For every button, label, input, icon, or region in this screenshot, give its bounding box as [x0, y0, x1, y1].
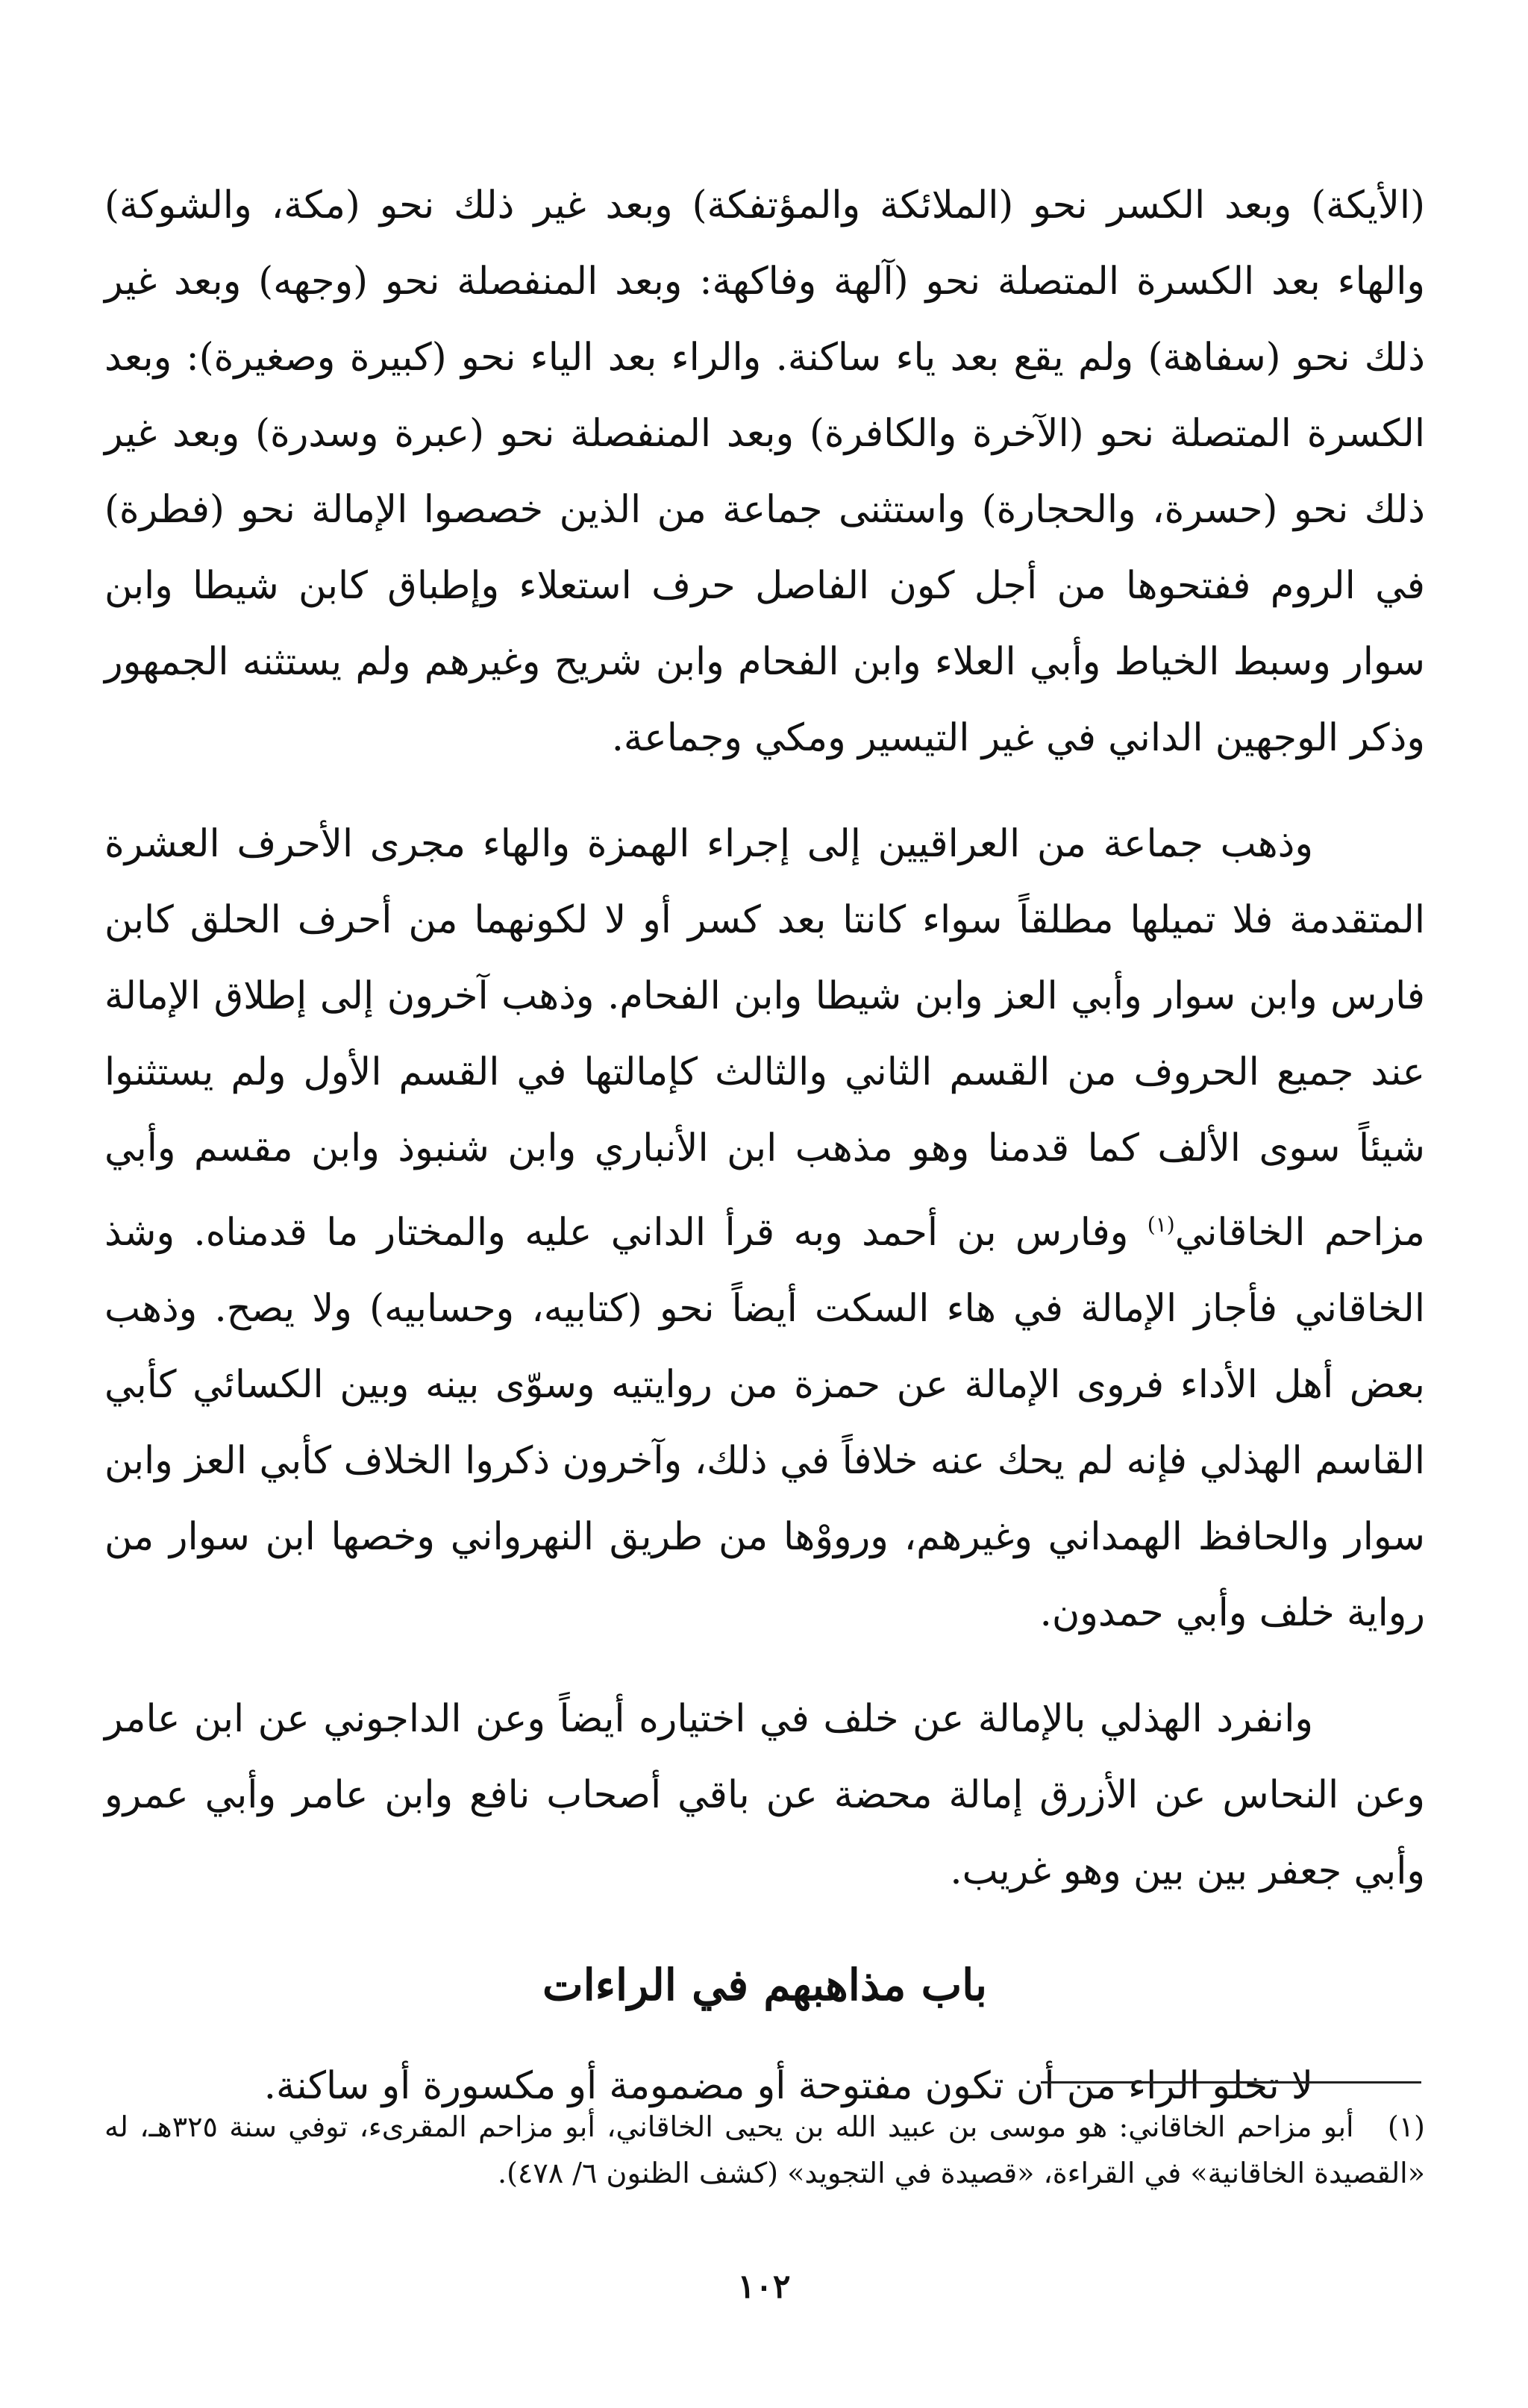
paragraph-2-continuation: وفارس بن أحمد وبه قرأ الداني عليه والمختار ما قدمناه. وشذ الخاقاني فأجاز الإمالة في هاء السكت أيضاً نحو (كتابيه، وحسابيه) ولا يصح. وذهب بعض أهل الأداء فروى الإمالة عن حمزة من روايتيه وسوّى بينه وبين الكسائي كأبي القاسم الهذلي فإنه لم يحك عنه خلافاً في ذلك، وآخرون ذكروا الخلاف كأبي العز وابن سوار والحافظ الهمداني وغيرهم، ورووْها من طريق النهرواني وخصها ابن سوار من رواية خلف وأبي حمدون. — [104, 1211, 1425, 1635]
page-number: ١٠٢ — [737, 2268, 791, 2306]
section-heading: باب مذاهبهم في الراءات — [542, 1960, 987, 2010]
paragraph-4: لا تخلو الراء من أن تكون مفتوحة أو مضمومة أو مكسورة أو ساكنة. — [263, 2064, 1313, 2108]
footnote-marker: (١) — [1147, 1212, 1175, 1237]
footnote — [104, 2104, 1425, 2196]
paragraph-3: وانفرد الهذلي بالإمالة عن خلف في اختياره أيضاً وعن الداجوني عن ابن عامر وعن النحاس عن الأزرق إمالة محضة عن باقي أصحاب نافع وابن عامر وأبي عمرو وأبي جعفر بين بين وهو غريب. — [104, 1697, 1425, 1893]
footnote-divider — [1041, 2081, 1421, 2084]
main-text — [104, 168, 1425, 2125]
paragraph-2 — [104, 806, 1425, 1652]
paragraph-2-text: وذهب جماعة من العراقيين إلى إجراء الهمزة والهاء مجرى الأحرف العشرة المتقدمة فلا تميلها مطلقاً سواء كانتا بعد كسر أو لا لكونهما من أحرف الحلق كابن فارس وابن سوار وأبي العز وابن شيطا وابن الفحام. وذهب آخرون إلى إطلاق الإمالة عند جميع الحروف من القسم الثاني والثالث كإمالتها في القسم الأول ولم يستثنوا شيئاً سوى الألف كما قدمنا وهو مذهب ابن الأنباري وابن شنبوذ وابن مقسم وأبي مزاحم الخاقاني — [104, 822, 1425, 1255]
paragraph-1: (الأيكة) وبعد الكسر نحو (الملائكة والمؤتفكة) وبعد غير ذلك نحو (مكة، والشوكة) والهاء بعد الكسرة المتصلة نحو (آلهة وفاكهة: وبعد المنفصلة نحو (وجهه) وبعد غير ذلك نحو (سفاهة) ولم يقع بعد ياء ساكنة. والراء بعد الياء نحو (كبيرة وصغيرة): وبعد الكسرة المتصلة نحو (الآخرة والكافرة) وبعد المنفصلة نحو (عبرة وسدرة) وبعد غير ذلك نحو (حسرة، والحجارة) واستثنى جماعة من الذين خصصوا الإمالة نحو (فطرة) في الروم ففتحوها من أجل كون الفاصل حرف استعلاء وإطباق كابن شيطا وابن سوار وسبط الخياط وأبي العلاء وابن الفحام وابن شريح وغيرهم ولم يستثنه الجمهور وذكر الوجهين الداني في غير التيسير ومكي وجماعة. — [104, 184, 1425, 760]
footnote-text: أبو مزاحم الخاقاني: هو موسى بن عبيد الله بن يحيى الخاقاني، أبو مزاحم المقرىء، توفي سنة ٣٢٥هـ، له «القصيدة الخاقانية» في القراءة، «قصيدة في التجويد» (كشف الظنون ٦/ ٤٧٨). — [104, 2110, 1425, 2189]
footnote-number: (١) — [1387, 2110, 1425, 2143]
